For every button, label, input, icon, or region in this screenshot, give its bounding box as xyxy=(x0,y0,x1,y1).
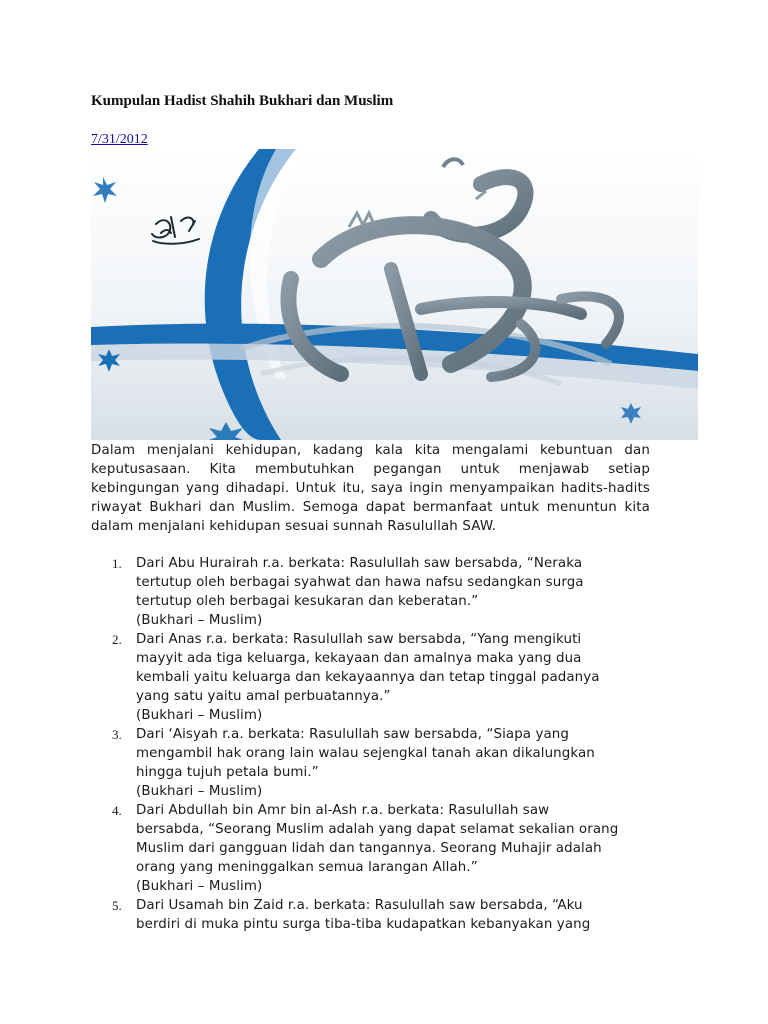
hadith-text-line: bersabda, “Seorang Muslim adalah yang dapat selamat sekalian orang xyxy=(136,822,619,837)
hadith-item xyxy=(91,554,691,630)
hadith-text-line: Dari Abu Hurairah r.a. berkata: Rasulullah saw bersabda, “Neraka xyxy=(136,556,583,571)
hadith-text-line: kembali yaitu keluarga dan kekayaannya dan tetap tinggal padanya xyxy=(136,670,600,685)
hadith-number: 4. xyxy=(112,803,122,818)
hadith-text-line: Dari Usamah bin Zaid r.a. berkata: Rasulullah saw bersabda, “Aku xyxy=(136,898,583,913)
hadith-text-line: tertutup oleh berbagai kesukaran dan keberatan.” xyxy=(136,594,479,609)
hadith-text-line: Dari Abdullah bin Amr bin al-Ash r.a. berkata: Rasulullah saw xyxy=(136,803,550,818)
intro-paragraph: Dalam menjalani kehidupan, kadang kala kita mengalami kebuntuan dan keputusasaan. Kita membutuhkan pegangan untuk menjawab setiap kebingungan yang dihadapi. Untuk itu, saya ingin menyampaikan hadits-hadits riwayat Bukhari dan Muslim. Semoga dapat bermanfaat untuk menuntun kita dalam menjalani kehidupan sesuai sunnah Rasulullah SAW. xyxy=(91,443,650,534)
hadith-text-line: berdiri di muka pintu surga tiba-tiba kudapatkan kebanyakan yang xyxy=(136,917,591,932)
hadith-text-line: tertutup oleh berbagai syahwat dan hawa nafsu sedangkan surga xyxy=(136,575,584,590)
hadith-source: (Bukhari – Muslim) xyxy=(136,708,263,723)
document-title: Kumpulan Hadist Shahih Bukhari dan Muslim xyxy=(91,93,394,109)
hadith-list xyxy=(91,554,691,934)
hadith-number: 2. xyxy=(112,632,122,647)
hadith-text-line: mengambil hak orang lain walau sejengkal tanah akan dikalungkan xyxy=(136,746,595,761)
calligraphy-banner xyxy=(91,149,698,440)
hadith-text-line: Dari Anas r.a. berkata: Rasulullah saw bersabda, “Yang mengikuti xyxy=(136,632,582,647)
post-date-link[interactable]: 7/31/2012 xyxy=(91,132,148,147)
hadith-text-line: Muslim dari gangguan lidah dan tangannya. Seorang Muhajir adalah xyxy=(136,841,602,856)
hadith-number: 1. xyxy=(112,556,122,571)
hadith-item xyxy=(91,725,691,801)
hadith-number: 3. xyxy=(112,727,122,742)
hadith-text-line: yang satu yaitu amal perbuatannya.” xyxy=(136,689,391,704)
hadith-item xyxy=(91,801,691,896)
hadith-item xyxy=(91,630,691,725)
hadith-text-line: Dari ‘Aisyah r.a. berkata: Rasulullah saw bersabda, “Siapa yang xyxy=(136,727,569,742)
hadith-source: (Bukhari – Muslim) xyxy=(136,784,263,799)
hadith-item xyxy=(91,896,691,934)
hadith-source: (Bukhari – Muslim) xyxy=(136,879,263,894)
hadith-text-line: hingga tujuh petala bumi.” xyxy=(136,765,319,780)
hadith-text-line: mayyit ada tiga keluarga, kekayaan dan amalnya maka yang dua xyxy=(136,651,582,666)
hadith-text-line: orang yang meninggalkan semua larangan Allah.” xyxy=(136,860,478,875)
hadith-number: 5. xyxy=(112,898,122,913)
hadith-source: (Bukhari – Muslim) xyxy=(136,613,263,628)
